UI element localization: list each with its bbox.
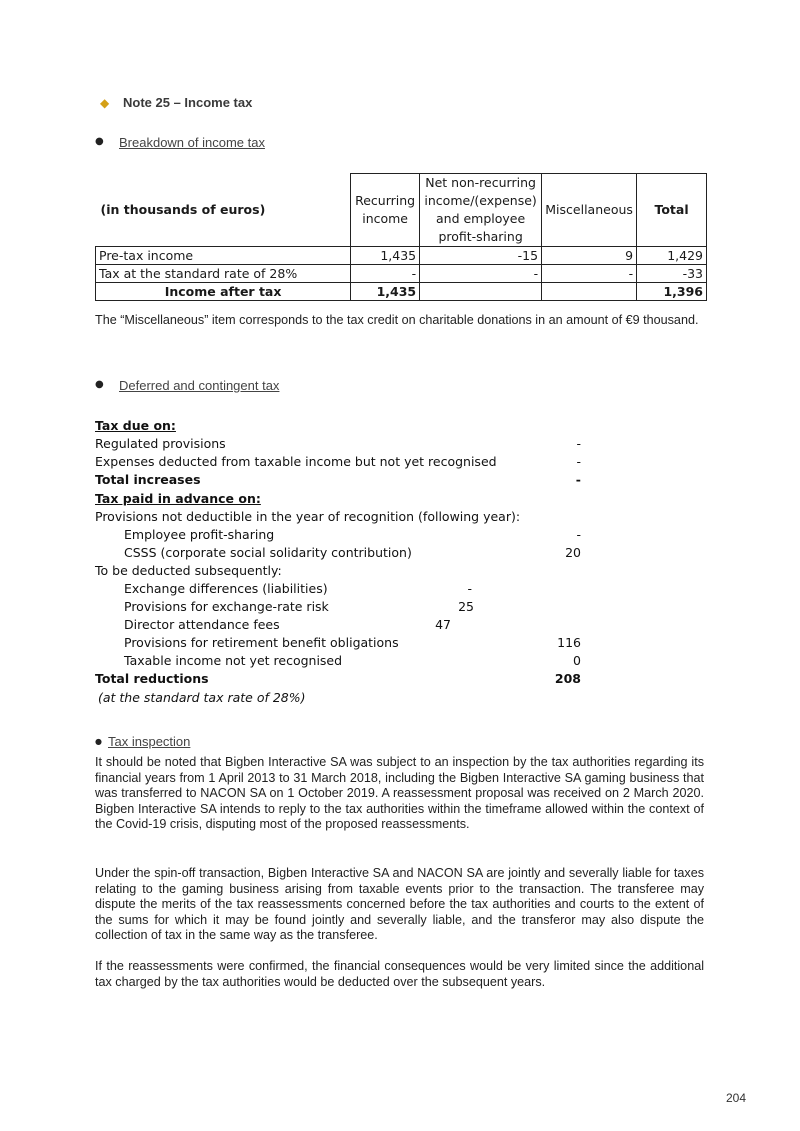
table-cell: 9 [542, 247, 637, 265]
deferred-line-value: - [576, 436, 581, 451]
deferred-line-label: Exchange differences (liabilities) [124, 581, 328, 596]
deferred-line-label: Tax due on: [95, 418, 176, 433]
deferred-line-value: 20 [565, 545, 581, 560]
section-bullet-icon: ● [95, 136, 104, 147]
note-bullet-icon: ◆ [100, 96, 110, 110]
table-row [96, 247, 707, 265]
deferred-line-label: CSSS (corporate social solidarity contribution) [124, 545, 412, 560]
deferred-line-label: Expenses deducted from taxable income but not yet recognised [95, 454, 497, 469]
table-cell [420, 283, 542, 301]
table-label-header: (in thousands of euros) [96, 174, 351, 247]
deferred-line-label: Employee profit-sharing [124, 527, 275, 542]
table-cell: 1,429 [637, 247, 707, 265]
deferred-line-value: 47 [435, 617, 451, 632]
deferred-line-value: - [576, 454, 581, 469]
deferred-line-label: Total increases [95, 472, 201, 487]
section-bullet-icon: ● [95, 737, 102, 746]
section-title-breakdown: Breakdown of income tax [119, 135, 265, 150]
table-cell: 1,435 [351, 283, 420, 301]
deferred-line-value: 25 [458, 599, 474, 614]
row-label: Tax at the standard rate of 28% [96, 265, 351, 283]
deferred-footnote: (at the standard tax rate of 28%) [98, 690, 306, 705]
table-row [96, 265, 707, 283]
table-row [96, 283, 707, 301]
section-title-inspection: Tax inspection [108, 734, 191, 749]
table-cell: -15 [420, 247, 542, 265]
deferred-line-label: Total reductions [95, 671, 209, 686]
table-cell: - [420, 265, 542, 283]
income-tax-table [95, 173, 707, 301]
inspection-paragraph-3: If the reassessments were confirmed, the financial consequences would be very limited since the additional tax charged by the tax authorities would be deducted over the subsequent years. [95, 959, 704, 989]
inspection-paragraph-2: Under the spin-off transaction, Bigben Interactive SA and NACON SA are jointly and severally liable for taxes relating to the gaming business arising from taxable events prior to the transaction. The transferee may dispute the merits of the tax reassessments concerned before the tax authorities and courts to the extent of the sums for which it may be found jointly and severally liable, and the transferor may also dispute the collection of tax in the same way as the transferee. [95, 866, 704, 943]
table-header-row [96, 174, 707, 247]
deferred-line-label: Taxable income not yet recognised [124, 653, 343, 668]
deferred-line-label: Provisions for exchange-rate risk [124, 599, 329, 614]
deferred-line-label: To be deducted subsequently: [95, 563, 282, 578]
section-bullet-icon: ● [95, 379, 104, 390]
table-cell: 1,396 [637, 283, 707, 301]
table-cell: -33 [637, 265, 707, 283]
column-header: Net non-recurring income/(expense) and employee profit-sharing [420, 174, 542, 247]
misc-note: The “Miscellaneous” item corresponds to the tax credit on charitable donations in an amount of €9 thousand. [95, 313, 699, 327]
deferred-line-value: - [467, 581, 472, 596]
note-title: Note 25 – Income tax [123, 95, 253, 110]
section-title-deferred: Deferred and contingent tax [119, 378, 280, 393]
table-cell: - [351, 265, 420, 283]
deferred-line-value: - [576, 527, 581, 542]
table-cell: 1,435 [351, 247, 420, 265]
row-label: Income after tax [96, 283, 351, 301]
table-cell: - [542, 265, 637, 283]
deferred-line-value: - [575, 472, 581, 487]
inspection-paragraph-1: It should be noted that Bigben Interactive SA was subject to an inspection by the tax authorities regarding its financial years from 1 April 2013 to 31 March 2018, including the Bigben Interactive SA gaming business that was transferred to NACON SA on 1 October 2019. A reassessment proposal was received on 2 March 2020. Bigben Interactive SA intends to reply to the tax authorities within the timeframe allowed within the context of the Covid-19 crisis, disputing most of the proposed reassessments. [95, 755, 704, 832]
deferred-line-label: Provisions not deductible in the year of recognition (following year): [95, 509, 521, 524]
column-header: Miscellaneous [542, 174, 637, 247]
deferred-line-value: 208 [554, 671, 581, 686]
row-label: Pre-tax income [96, 247, 351, 265]
deferred-line-value: 0 [573, 653, 581, 668]
deferred-line-value: 116 [557, 635, 581, 650]
column-header: Recurring income [351, 174, 420, 247]
deferred-line-label: Director attendance fees [124, 617, 280, 632]
deferred-line-label: Tax paid in advance on: [95, 491, 261, 506]
page-number: 204 [725, 1091, 746, 1105]
deferred-line-label: Provisions for retirement benefit obligations [124, 635, 399, 650]
deferred-line-label: Regulated provisions [95, 436, 226, 451]
column-header: Total [637, 174, 707, 247]
table-cell [542, 283, 637, 301]
